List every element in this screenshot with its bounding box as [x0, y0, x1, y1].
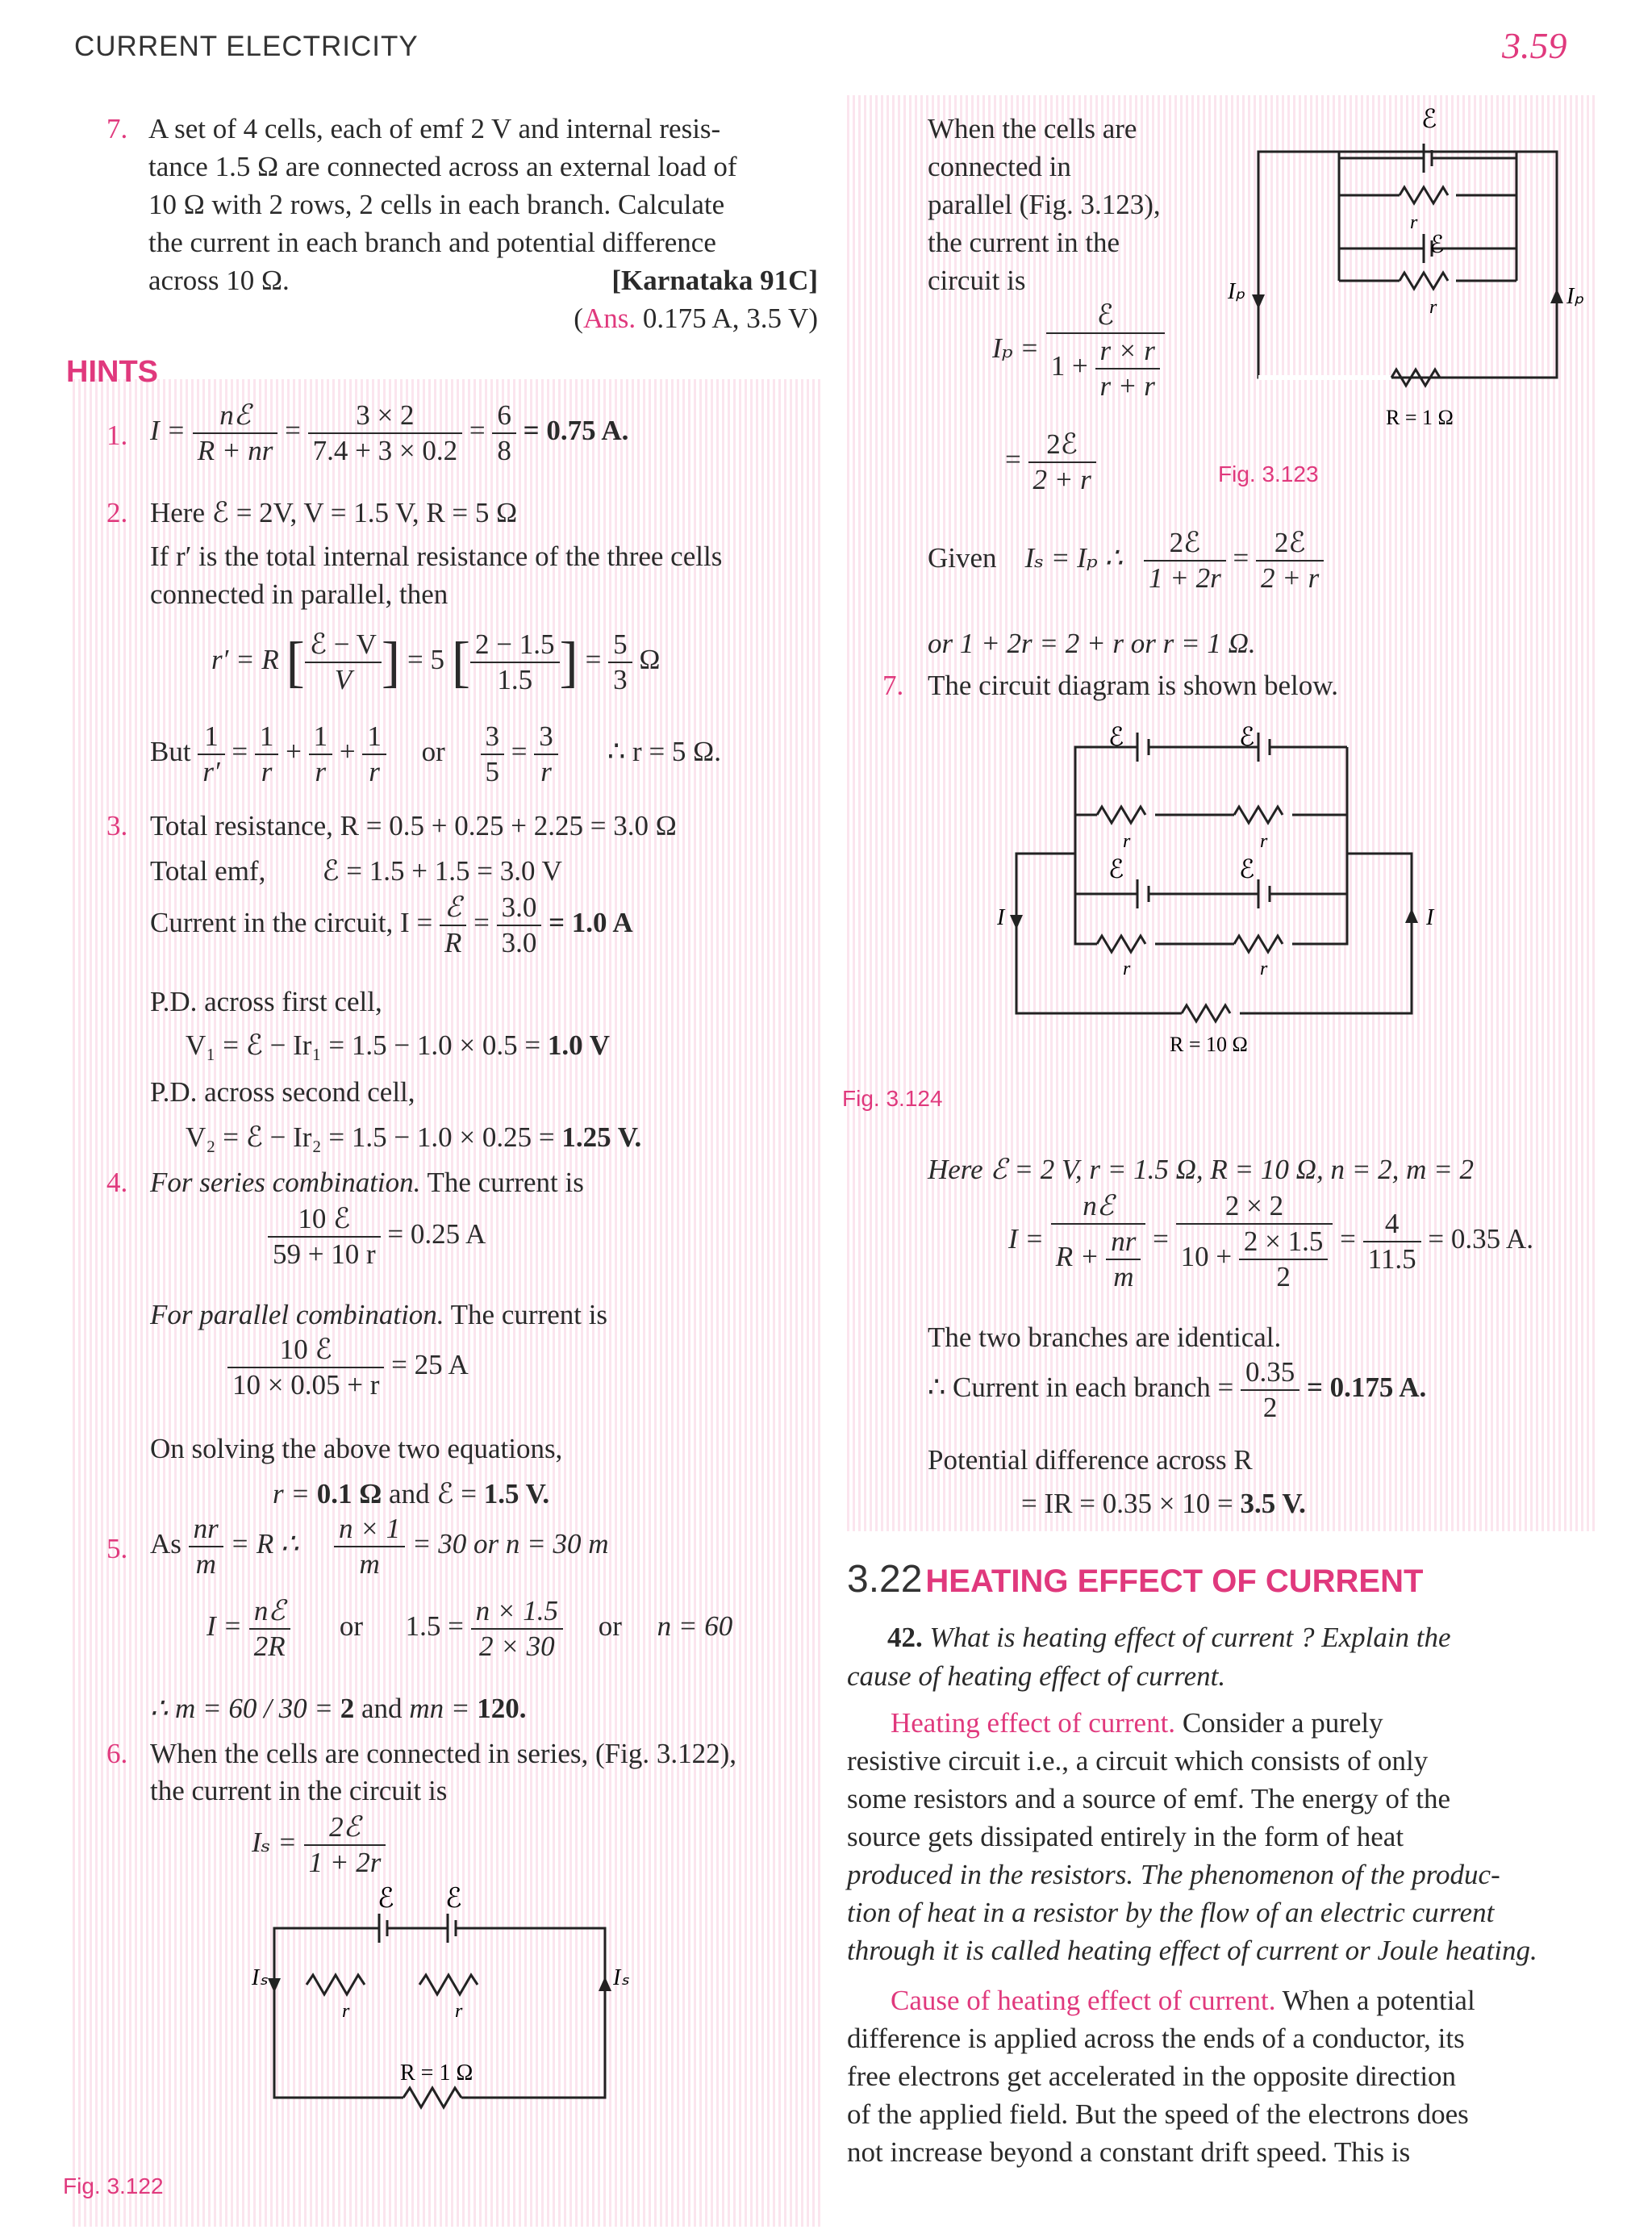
question-line: the current in each branch and potential difference	[148, 227, 716, 258]
r-label: r	[455, 2001, 463, 2022]
numerator: r × r	[1095, 334, 1160, 370]
answer-value: 0.175 A, 3.5 V)	[642, 303, 818, 334]
hint-4-solve: On solving the above two equations,	[150, 1433, 563, 1464]
numerator: n × 1	[334, 1512, 405, 1547]
denominator: 8	[497, 435, 511, 466]
numerator: 6	[492, 399, 516, 434]
equals: =	[285, 415, 301, 447]
hint-1-equation	[150, 399, 628, 468]
hint-6-line1: When the cells are connected in series, (Fig. 3.122),	[150, 1738, 736, 1769]
eq-lhs: I =	[150, 415, 186, 447]
r-label: r =	[273, 1478, 317, 1509]
figure-3-122-circuit	[252, 1884, 629, 2130]
paragraph-head: Heating effect of current.	[891, 1707, 1176, 1739]
question-7-text	[148, 110, 818, 337]
hint-number: 1.	[106, 420, 128, 451]
value: ℰ = 1.5 + 1.5 = 3.0 V	[322, 855, 562, 887]
paragraph-line: of the applied field. But the speed of the electrons does	[847, 2098, 1469, 2130]
r-label: r	[342, 2001, 350, 2022]
result: = 0.175 A.	[1306, 1372, 1427, 1404]
denom-left: 10 +	[1180, 1241, 1233, 1273]
denominator: 1 + 2r	[308, 1847, 382, 1878]
question-line: tance 1.5 Ω are connected across an external load of	[148, 151, 737, 182]
text: The current is	[420, 1167, 584, 1198]
label: Current in the circuit, I =	[150, 907, 433, 939]
numerator: 2 − 1.5	[470, 628, 560, 663]
denominator: R	[444, 927, 462, 958]
denominator: r + r	[1099, 370, 1155, 402]
hint-4-parallel-eq	[227, 1333, 469, 1402]
wire	[274, 1928, 403, 2098]
denominator: r′	[202, 756, 220, 787]
fraction	[608, 628, 632, 697]
rhs: = R ∴	[230, 1528, 299, 1560]
chapter-title: CURRENT ELECTRICITY	[74, 31, 419, 62]
denominator: 2R	[253, 1630, 286, 1662]
hint-3-pd2	[186, 1118, 641, 1156]
numerator: 2 × 2	[1176, 1189, 1333, 1225]
hint-2-line3: connected in parallel, then	[150, 578, 448, 610]
eq-lhs: I =	[206, 1610, 243, 1643]
hint-2-line1: Here ℰ = 2V, V = 1.5 V, R = 5 Ω	[150, 497, 518, 528]
fraction	[440, 891, 466, 960]
result: n = 60	[657, 1610, 733, 1643]
denominator: m	[359, 1548, 380, 1580]
denom-left: 1 +	[1050, 350, 1088, 382]
question-number: 7.	[106, 113, 128, 144]
inner-fraction	[1106, 1225, 1141, 1294]
emf-label: ℰ	[1239, 854, 1255, 883]
as-label: As	[150, 1528, 181, 1560]
hint-number: 4.	[106, 1167, 128, 1198]
section-heading	[847, 1557, 1423, 1601]
eq-lhs: Iₚ =	[992, 332, 1040, 365]
given-line	[928, 526, 1324, 595]
or-label: or	[598, 1610, 622, 1643]
hint-number: 7.	[882, 670, 904, 701]
hint-5-line2	[206, 1594, 732, 1664]
emf-label: ℰ	[445, 1884, 462, 1914]
hint-3-pd2-label: P.D. across second cell,	[150, 1076, 415, 1108]
intro-line: circuit is	[928, 265, 1026, 296]
figure-3-123-circuit	[1210, 95, 1629, 450]
denominator: 2 × 30	[478, 1630, 555, 1662]
denominator: 5	[485, 756, 500, 787]
numerator: nr	[189, 1512, 223, 1547]
label: For parallel combination.	[150, 1299, 444, 1330]
fraction	[470, 628, 560, 697]
question-line: across 10 Ω.	[148, 265, 290, 296]
paragraph-line: source gets dissipated entirely in the form of heat	[847, 1821, 1404, 1852]
result: 1.0 V	[547, 1029, 611, 1061]
question-line: A set of 4 cells, each of emf 2 V and internal resis-	[148, 113, 721, 144]
numerator: 0.35	[1241, 1355, 1299, 1391]
fraction	[198, 720, 224, 789]
result: 3.5 V.	[1240, 1488, 1306, 1519]
I-label: I	[997, 905, 1005, 930]
result: = 1.0 A	[549, 907, 633, 939]
expr: V₁ = ℰ − Ir₁ = 1.5 − 1.0 × 0.5 =	[186, 1029, 548, 1061]
or-line: or 1 + 2r = 2 + r or r = 1 Ω.	[928, 628, 1256, 659]
or-label: or	[421, 736, 445, 768]
result: = 0.35 A.	[1428, 1223, 1533, 1255]
mn-value: 120.	[477, 1693, 527, 1724]
intro-line: connected in	[928, 151, 1071, 182]
expr: V₂ = ℰ − Ir₂ = 1.5 − 1.0 × 0.25 =	[186, 1121, 562, 1153]
denominator: 2 + r	[1032, 464, 1091, 495]
given-label: Given	[928, 542, 997, 574]
hints-heading: HINTS	[66, 355, 158, 389]
denominator: R + nr	[197, 435, 273, 466]
denominator: 2	[1276, 1261, 1291, 1292]
hint-5-line1	[150, 1512, 609, 1581]
rhs: = 30 or n = 30 m	[411, 1528, 609, 1560]
wire	[461, 1928, 605, 2098]
solution-7-pd-label: Potential difference across R	[928, 1444, 1253, 1476]
fraction	[227, 1333, 384, 1402]
denominator: 11.5	[1367, 1243, 1416, 1275]
result: = 0.75 A.	[523, 415, 629, 447]
r-label: r	[1260, 831, 1268, 852]
hint-number: 6.	[106, 1738, 128, 1769]
emf-label: ℰ	[1108, 722, 1124, 751]
question-last-line	[148, 261, 818, 299]
paragraph-line: produced in the resistors. The phenomenon of the produc-	[847, 1859, 1500, 1890]
hint-6-line2: the current in the circuit is	[150, 1775, 448, 1806]
numerator: 5	[608, 628, 632, 663]
label: For series combination.	[150, 1167, 421, 1198]
paragraph-line: When a potential	[1275, 1985, 1475, 2016]
R-label: R = 1 Ω	[1386, 406, 1454, 429]
denominator: 59 + 10 r	[273, 1238, 376, 1270]
fraction	[1256, 526, 1324, 595]
Ip-label: Iₚ	[1228, 279, 1245, 304]
ip-equation-2	[1005, 428, 1096, 497]
question-text: What is heating effect of current ? Explain the	[929, 1622, 1451, 1653]
text: The current is	[444, 1299, 608, 1330]
denominator: 3.0	[501, 927, 537, 958]
hint-3-pd1-label: P.D. across first cell,	[150, 986, 382, 1017]
numerator: ℰ − V	[305, 628, 382, 663]
fraction	[249, 1594, 290, 1664]
resistor-r	[1097, 807, 1145, 823]
denominator	[1176, 1225, 1333, 1294]
paragraph-head: Cause of heating effect of current.	[891, 1985, 1276, 2016]
fraction	[255, 720, 279, 789]
emf-label: ℰ	[378, 1884, 394, 1914]
emf-label: ℰ	[1421, 104, 1437, 133]
solution-7-equation	[1008, 1189, 1533, 1294]
numerator: 1	[362, 720, 386, 755]
and: and	[354, 1693, 410, 1724]
resistor-R	[403, 2088, 461, 2107]
solution-7-pd	[1021, 1484, 1306, 1522]
emf-label: ℰ	[1239, 722, 1255, 751]
fraction	[492, 399, 516, 468]
fraction	[534, 720, 558, 789]
fraction	[1028, 428, 1096, 497]
result: = 25 A	[391, 1349, 469, 1381]
fraction	[471, 1594, 563, 1664]
paragraph-line: resistive circuit i.e., a circuit which consists of only	[847, 1745, 1429, 1777]
arrow-down	[268, 1978, 281, 1993]
given-eq: Iₛ = Iₚ ∴	[1024, 542, 1123, 574]
question-line: 10 Ω with 2 rows, 2 cells in each branch. Calculate	[148, 189, 725, 220]
denominator: 3	[613, 664, 628, 695]
equals: =	[469, 415, 486, 447]
fraction	[497, 891, 542, 960]
numerator: nℰ	[193, 399, 278, 434]
denom-left: R +	[1055, 1241, 1099, 1273]
Is-label: Iₛ	[252, 1965, 268, 1990]
hint-4-series	[150, 1163, 584, 1201]
equals: =	[1005, 444, 1021, 476]
fraction	[1241, 1355, 1299, 1425]
answer-open: (	[574, 303, 583, 334]
denominator: m	[1113, 1261, 1134, 1292]
denominator	[1046, 334, 1165, 403]
fraction	[268, 1202, 381, 1271]
hint-4-series-eq	[268, 1202, 486, 1271]
hint-number: 3.	[106, 810, 128, 841]
hint-number: 5.	[106, 1533, 128, 1564]
resistor-r	[1234, 807, 1283, 823]
intro-line: parallel (Fig. 3.123),	[928, 189, 1161, 220]
fraction	[334, 1512, 405, 1581]
paragraph-line: tion of heat in a resistor by the flow of an electric current	[847, 1897, 1495, 1928]
or-label: or	[339, 1610, 364, 1643]
intro-line: When the cells are	[928, 113, 1137, 144]
denominator: r	[261, 756, 273, 787]
ip-equation	[992, 299, 1165, 403]
numerator: 2ℰ	[1144, 526, 1226, 562]
fraction	[309, 720, 333, 789]
numerator: 2ℰ	[1256, 526, 1324, 562]
figure-3-124-circuit	[997, 718, 1452, 1057]
unit: Ω	[639, 644, 661, 676]
numerator: 1	[198, 720, 224, 755]
numerator: 3.0	[497, 891, 542, 926]
intro-line: the current in the	[928, 227, 1120, 258]
hint-number: 2.	[106, 497, 128, 528]
numerator: 3 × 2	[308, 399, 462, 434]
figure-3-124-caption: Fig. 3.124	[842, 1086, 943, 1111]
numerator: nr	[1106, 1225, 1141, 1260]
mn-label: mn =	[409, 1693, 478, 1724]
but-label: But	[150, 736, 191, 768]
hint-2-line2: If r′ is the total internal resistance of the three cells	[150, 541, 723, 572]
answer-line	[148, 299, 818, 337]
result: 1.25 V.	[561, 1121, 642, 1153]
solution-7-each-branch	[928, 1355, 1426, 1425]
numerator: 2ℰ	[1028, 428, 1096, 463]
paragraph-line: free electrons get accelerated in the opposite direction	[847, 2061, 1457, 2092]
question-42-line1	[887, 1618, 1451, 1656]
denominator: r	[315, 756, 327, 787]
arrow-up	[1405, 908, 1418, 923]
expr: = IR = 0.35 × 10 =	[1021, 1488, 1241, 1519]
source-citation: [Karnataka 91C]	[611, 265, 818, 296]
inner-fraction	[1095, 334, 1160, 403]
r-label: r	[1123, 958, 1131, 979]
numerator: ℰ	[1046, 299, 1165, 334]
I-label: I	[1426, 905, 1434, 930]
hint-3-pd1	[186, 1026, 610, 1064]
question-number: 42.	[887, 1622, 923, 1653]
arrow-up	[1550, 289, 1563, 303]
fraction	[1363, 1207, 1421, 1276]
numerator: 10 ℰ	[268, 1202, 381, 1238]
answer-label: Ans.	[582, 303, 636, 334]
denominator: 2	[1262, 1392, 1278, 1423]
hint-6-equation	[252, 1810, 386, 1880]
paragraph-line: difference is applied across the ends of a conductor, its	[847, 2023, 1465, 2054]
numerator: 1	[309, 720, 333, 755]
fraction	[308, 399, 462, 468]
resistor-r1	[1400, 187, 1448, 203]
denominator: 2 + r	[1261, 562, 1320, 594]
r-label: r	[1260, 958, 1268, 979]
denominator: 10 × 0.05 + r	[232, 1369, 380, 1401]
question-42-line2: cause of heating effect of current.	[847, 1660, 1226, 1692]
label: ∴ Current in each branch =	[928, 1372, 1234, 1404]
section-title: HEATING EFFECT OF CURRENT	[925, 1564, 1424, 1599]
fraction	[1046, 299, 1165, 403]
denominator	[1051, 1225, 1146, 1294]
numerator: n × 1.5	[471, 1594, 563, 1630]
numerator: 3	[534, 720, 558, 755]
resistor-r	[1097, 936, 1145, 952]
denominator: 1 + 2r	[1149, 562, 1221, 594]
equals: = 5	[407, 644, 444, 676]
figure-3-122-caption: Fig. 3.122	[63, 2173, 164, 2198]
denominator: r	[540, 756, 552, 787]
arrow-down	[1010, 915, 1023, 929]
resistor-r1	[307, 1975, 365, 1994]
label: Total emf,	[150, 855, 266, 887]
fraction	[481, 720, 505, 789]
denominator: 7.4 + 3 × 0.2	[312, 435, 458, 466]
section-number: 3.22	[847, 1558, 923, 1601]
e-label: ℰ =	[436, 1478, 484, 1509]
fraction	[304, 1810, 386, 1880]
denominator: V	[334, 664, 353, 695]
resistor-r2	[1400, 273, 1448, 289]
numerator: 2ℰ	[304, 1810, 386, 1846]
paragraph-line: some resistors and a source of emf. The energy of the	[847, 1783, 1451, 1814]
denominator: 1.5	[497, 664, 533, 695]
numerator: 4	[1363, 1207, 1421, 1242]
inner-fraction	[1239, 1225, 1329, 1294]
hint-2-but: But $\frac{1}{r'}$ = $\frac{1}{r}$ + $\frac{1}{r}$ + $\frac{1}{r}$ or $\frac{3}{5}$ = $\frac{3}{r}$ ∴ r = 5 Ω.	[150, 720, 721, 787]
r-value: 0.1 Ω	[316, 1478, 382, 1509]
e-value: 1.5 V.	[483, 1478, 550, 1509]
Ip-label: Iₚ	[1566, 284, 1584, 309]
numerator: 2 × 1.5	[1239, 1225, 1329, 1260]
fraction	[305, 628, 382, 697]
eq-lhs: Iₛ =	[252, 1827, 297, 1859]
page-number: 3.59	[1502, 25, 1567, 66]
numerator: 3	[481, 720, 505, 755]
r-label: r	[1123, 831, 1131, 852]
arrow-up	[599, 1977, 611, 1991]
r-label: r	[1429, 297, 1437, 318]
heating-paragraph	[847, 1704, 1597, 1969]
fraction	[362, 720, 386, 789]
eq-lhs: I =	[1008, 1223, 1045, 1255]
numerator: 10 ℰ	[227, 1333, 384, 1368]
fraction	[189, 1512, 223, 1581]
Is-label: Iₛ	[613, 1965, 629, 1990]
equals: =	[585, 644, 602, 676]
figure-3-123-caption: Fig. 3.123	[1218, 461, 1319, 486]
paragraph-line: Consider a purely	[1175, 1707, 1383, 1739]
fraction	[193, 399, 278, 468]
expr: ∴ m = 60 / 30 =	[150, 1693, 340, 1724]
solution-7-given: Here ℰ = 2 V, r = 1.5 Ω, R = 10 Ω, n = 2, m = 2	[928, 1154, 1474, 1185]
numerator: nℰ	[249, 1594, 290, 1630]
emf-label: ℰ	[1429, 232, 1445, 258]
hint-4-parallel	[150, 1296, 607, 1334]
hint-5-final	[150, 1689, 526, 1727]
resistor-r2	[419, 1975, 478, 1994]
equals: =	[1153, 1223, 1169, 1255]
emf-label: ℰ	[1108, 854, 1124, 883]
parallel-intro	[928, 110, 1186, 299]
R-label: R = 1 Ω	[400, 2061, 473, 2086]
r-label: r	[1410, 212, 1418, 233]
arrow-down	[1252, 294, 1265, 309]
fraction	[1051, 1189, 1146, 1294]
resistor-R	[1182, 1005, 1230, 1021]
numerator: 1	[255, 720, 279, 755]
outer-loop	[1258, 152, 1557, 378]
hint-2-equation: r′ = R [ $\frac{\text{ℰ − V}}{V}$ ] = 5 [ $\frac{2 - 1.5}{1.5}$ ] = $\frac{5}{3}$ Ω	[211, 628, 661, 695]
resistor-r	[1234, 936, 1283, 952]
numerator: nℰ	[1051, 1189, 1146, 1225]
denominator: m	[195, 1548, 216, 1580]
and: and	[382, 1478, 437, 1509]
hint-7-text: The circuit diagram is shown below.	[928, 670, 1338, 701]
cause-paragraph	[847, 1981, 1597, 2171]
paragraph-line: not increase beyond a constant drift speed. This is	[847, 2136, 1411, 2168]
hint-3-current: Current in the circuit, I = $\frac{\text{ℰ}}{R}$ = $\frac{3.0}{3.0}$ = 1.0 A	[150, 891, 633, 958]
paragraph-line: through it is called heating effect of current or Joule heating.	[847, 1935, 1537, 1966]
R-label: R = 10 Ω	[1170, 1033, 1248, 1056]
m-value: 2	[340, 1693, 355, 1724]
result: = 0.25 A	[387, 1218, 486, 1251]
denominator: r	[369, 756, 380, 787]
therefore-result: ∴ r = 5 Ω.	[607, 736, 721, 768]
solution-7-identical: The two branches are identical.	[928, 1322, 1282, 1353]
eq-lhs: r′ = R	[211, 644, 279, 676]
hint-3-line1: Total resistance, R = 0.5 + 0.25 + 2.25 = 3.0 Ω	[150, 810, 677, 841]
hint-3-line2	[150, 852, 562, 890]
fraction	[1176, 1189, 1333, 1294]
eq-lhs: 1.5 =	[405, 1610, 464, 1643]
numerator: ℰ	[440, 891, 466, 926]
equals: =	[1233, 542, 1249, 574]
fraction	[1144, 526, 1226, 595]
hint-4-results	[273, 1475, 549, 1513]
equals: =	[1340, 1223, 1356, 1255]
